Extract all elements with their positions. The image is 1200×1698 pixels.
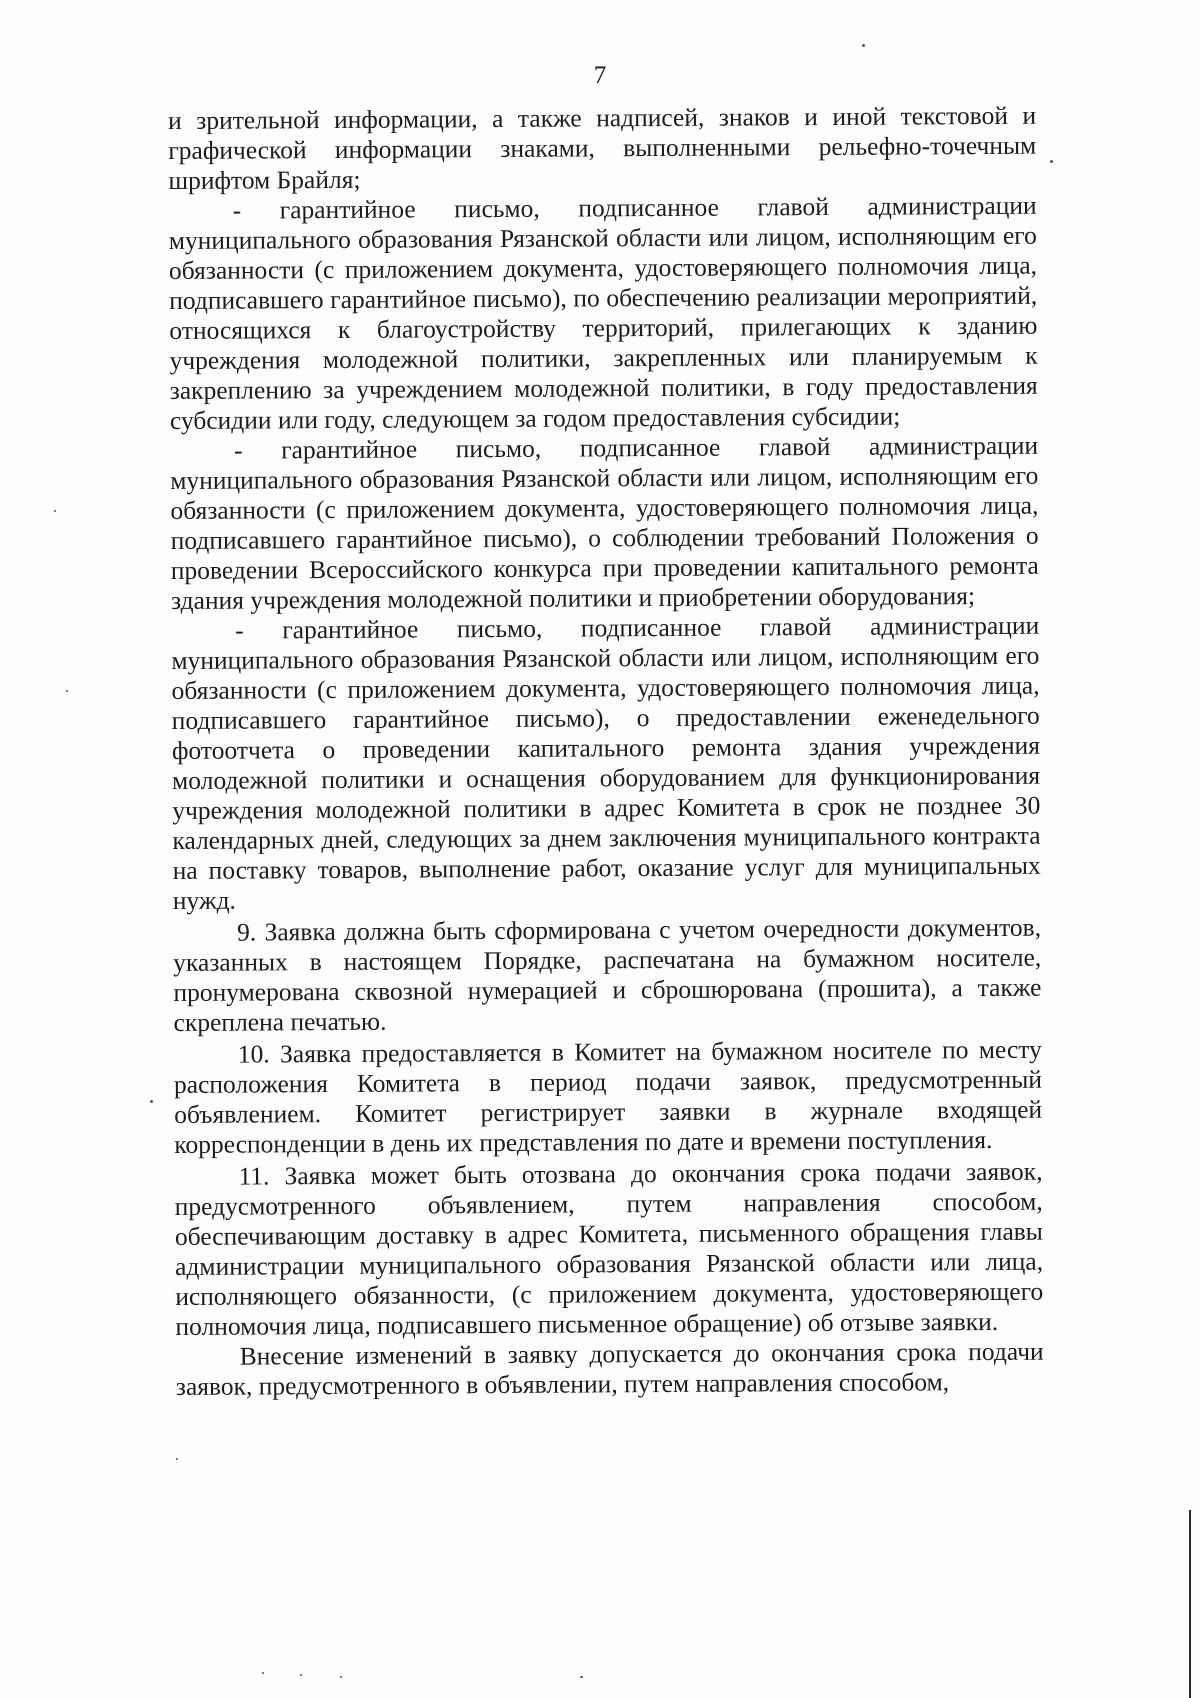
list-item-guarantee-letter-compliance: - гарантийное письмо, подписанное главой администрации муниципального образования Рязанской области или лицом, исполняющим его обязанности (с приложением документа, удостоверяющего полномочия лица, подписавшего гарантийное письмо), о соблюдении требований Положения о проведении Всероссийского конкурса при проведении капитального ремонта здания учреждения молодежной политики и приобретении оборудования; (170, 430, 1039, 615)
scan-edge-line (1189, 1510, 1191, 1698)
page-number: 7 (593, 62, 607, 89)
list-item-guarantee-letter-landscaping: - гарантийное письмо, подписанное главой администрации муниципального образования Рязанской области или лицом, исполняющим его обязанности (с приложением документа, удостоверяющего полномочия лица, подписавшего гарантийное письмо), по обеспечению реализации мероприятий, относящихся к благоустройству территорий, прилегающих к зданию учреждения молодежной политики, закрепленных или планируемым к закреплению за учреждением молодежной политики, в году предоставления субсидии или году, следующем за годом предоставления субсидии; (168, 190, 1038, 435)
scan-speck (66, 690, 68, 692)
scan-speck (262, 1672, 264, 1674)
scan-speck (340, 1676, 342, 1678)
scan-speck (580, 1676, 583, 1678)
scan-speck (150, 1100, 153, 1103)
scan-speck (54, 510, 56, 512)
scan-speck (1050, 160, 1053, 163)
scan-speck (300, 1674, 302, 1676)
scan-speck (862, 44, 865, 47)
clause-9: 9. Заявка должна быть сформирована с учетом очередности документов, указанных в настоящем Порядке, распечатана на бумажном носителе, пронумерована сквозной нумерацией и сброшюрована (прошита), а также скреплена печатью. (173, 912, 1042, 1037)
scan-speck (176, 1458, 178, 1460)
paragraph-amendments: Внесение изменений в заявку допускается до окончания срока подачи заявок, предусмотренного в объявлении, путем направления способом, (175, 1336, 1044, 1401)
document-body (168, 101, 1044, 1402)
clause-11: 11. Заявка может быть отозвана до окончания срока подачи заявок, предусмотренного объявлением, путем направления способом, обеспечивающим доставку в адрес Комитета, письменного обращения главы администрации муниципального образования Рязанской области или лица, исполняющего обязанности, (с приложением документа, удостоверяющего полномочия лица, подписавшего письменное обращение) об отзыве заявки. (174, 1156, 1044, 1341)
list-item-guarantee-letter-photo-report: - гарантийное письмо, подписанное главой администрации муниципального образования Рязанской области или лицом, исполняющим его обязанности (с приложением документа, удостоверяющего полномочия лица, подписавшего гарантийное письмо), о предоставлении еженедельного фотоотчета о проведении капитального ремонта здания учреждения молодежной политики и оснащения оборудованием для функционирования учреждения молодежной политики в адрес Комитета в срок не позднее 30 календарных дней, следующих за днем заключения муниципального контракта на поставку товаров, выполнение работ, оказание услуг для муниципальных нужд. (171, 610, 1041, 915)
clause-10: 10. Заявка предоставляется в Комитет на бумажном носителе по месту расположения Комитета в период подачи заявок, предусмотренный объявлением. Комитет регистрирует заявки в журнале входящей корреспонденции в день их представления по дате и времени поступления. (173, 1034, 1043, 1159)
paragraph-continuation: и зрительной информации, а также надписей, знаков и иной текстовой и графической информации знаками, выполненными рельефно-точечным шрифтом Брайля; (168, 100, 1037, 195)
